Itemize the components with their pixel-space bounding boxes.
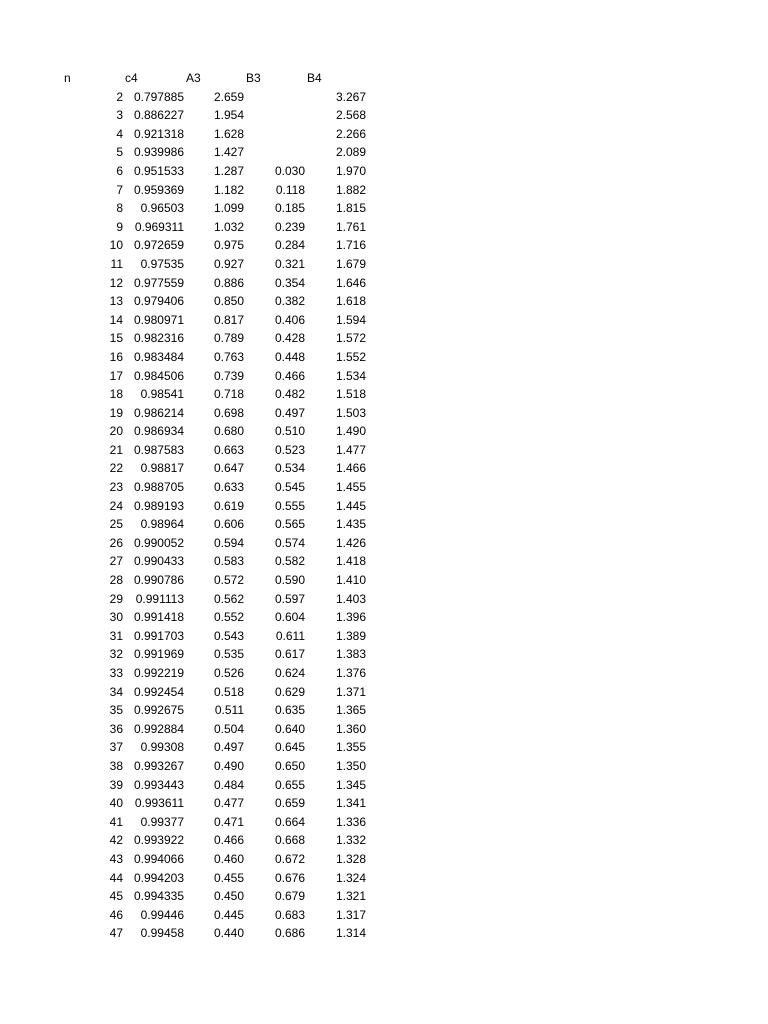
- cell-a3: 0.927: [213, 256, 244, 271]
- cell-n: 21: [109, 442, 123, 457]
- cell-b4: 2.568: [335, 108, 366, 123]
- cell-n: 6: [116, 163, 123, 178]
- cell-b4: 1.679: [335, 256, 366, 271]
- cell-a3: 0.718: [213, 387, 244, 402]
- cell-a3: 0.477: [213, 796, 244, 811]
- cell-n: 13: [109, 294, 123, 309]
- cell-b3: 0.448: [274, 349, 305, 364]
- cell-n: 16: [109, 349, 123, 364]
- cell-b4: 1.314: [335, 926, 366, 941]
- cell-b3: 0.118: [275, 182, 305, 197]
- cell-c4: 0.990052: [133, 535, 184, 550]
- cell-b3: 0.582: [274, 554, 305, 569]
- cell-b4: 1.328: [335, 851, 366, 866]
- cell-c4: 0.994203: [133, 870, 184, 885]
- cell-n: 42: [109, 833, 123, 848]
- table-row: [0, 478, 768, 497]
- cell-c4: 0.886227: [133, 108, 184, 123]
- cell-b4: 1.466: [335, 461, 366, 476]
- cell-b3: 0.321: [274, 256, 305, 271]
- cell-c4: 0.99446: [140, 907, 184, 922]
- cell-b3: 0.497: [274, 405, 305, 420]
- table-row: [0, 199, 768, 218]
- cell-b3: 0.679: [274, 889, 305, 904]
- cell-b3: 0.406: [274, 312, 305, 327]
- cell-b4: 1.350: [335, 758, 366, 773]
- cell-b3: 0.523: [274, 442, 305, 457]
- cell-c4: 0.99458: [140, 926, 184, 941]
- cell-b3: 0.624: [274, 666, 305, 680]
- cell-b3: 0.611: [275, 628, 305, 643]
- cell-a3: 0.975: [213, 238, 244, 253]
- cell-b4: 1.360: [335, 721, 366, 736]
- cell-c4: 0.992219: [133, 666, 184, 680]
- cell-b3: 0.597: [274, 591, 305, 606]
- cell-n: 39: [109, 777, 123, 792]
- cell-c4: 0.991113: [135, 591, 184, 606]
- cell-a3: 0.633: [213, 480, 244, 495]
- cell-c4: 0.982316: [133, 331, 184, 346]
- cell-a3: 0.763: [213, 349, 244, 364]
- cell-n: 26: [109, 535, 123, 550]
- cell-b3: 0.617: [274, 647, 305, 662]
- cell-b4: 1.716: [335, 238, 366, 253]
- cell-a3: 0.739: [213, 368, 244, 383]
- cell-b3: 0.574: [274, 535, 305, 550]
- cell-c4: 0.992884: [133, 721, 184, 736]
- cell-n: 44: [109, 870, 123, 885]
- cell-c4: 0.939986: [133, 145, 184, 160]
- cell-c4: 0.993611: [134, 796, 184, 811]
- cell-c4: 0.99377: [140, 814, 184, 829]
- cell-n: 4: [116, 126, 123, 141]
- table-row: [0, 850, 768, 869]
- cell-b4: 1.552: [335, 349, 366, 364]
- cell-b4: 1.618: [335, 294, 366, 309]
- cell-b4: 1.761: [335, 219, 366, 234]
- cell-a3: 2.659: [213, 89, 244, 104]
- cell-b3: 0.428: [274, 331, 305, 346]
- cell-b3: 0.284: [274, 238, 305, 253]
- cell-b4: 1.389: [335, 628, 366, 643]
- cell-n: 37: [109, 740, 123, 755]
- cell-a3: 0.817: [213, 312, 244, 327]
- cell-b4: 1.403: [335, 591, 366, 606]
- table-row: [0, 367, 768, 386]
- cell-n: 11: [110, 256, 123, 271]
- cell-n: 27: [109, 554, 123, 569]
- cell-c4: 0.99308: [140, 740, 184, 755]
- cell-b3: 0.664: [274, 814, 305, 829]
- cell-c4: 0.983484: [133, 349, 184, 364]
- cell-b3: 0.565: [274, 517, 305, 532]
- cell-n: 14: [109, 312, 123, 327]
- table-row: [0, 459, 768, 478]
- cell-c4: 0.921318: [133, 126, 184, 141]
- cell-c4: 0.977559: [133, 275, 184, 290]
- table-row: [0, 757, 768, 776]
- cell-a3: 0.698: [213, 405, 244, 420]
- cell-b3: 0.510: [274, 424, 305, 439]
- cell-c4: 0.979406: [133, 294, 184, 309]
- cell-n: 41: [109, 814, 123, 829]
- cell-b4: 1.882: [335, 182, 366, 197]
- cell-b4: 1.455: [335, 480, 366, 495]
- cell-c4: 0.994066: [133, 851, 184, 866]
- cell-b3: 0.650: [274, 758, 305, 773]
- table-row: [0, 385, 768, 404]
- cell-c4: 0.987583: [133, 442, 184, 457]
- cell-n: 45: [109, 889, 123, 904]
- cell-b3: 0.659: [274, 796, 305, 811]
- table-row: [0, 311, 768, 330]
- cell-b3: 0.604: [274, 610, 305, 625]
- column-header-b3: B3: [246, 71, 261, 85]
- cell-b3: 0.655: [274, 777, 305, 792]
- table-row: [0, 143, 768, 162]
- table-row: [0, 645, 768, 664]
- cell-b4: 1.410: [335, 573, 366, 588]
- cell-a3: 1.099: [213, 201, 244, 216]
- cell-b4: 1.321: [335, 889, 366, 904]
- cell-c4: 0.980971: [133, 312, 184, 327]
- table-row: [0, 441, 768, 460]
- table-row: [0, 831, 768, 850]
- cell-a3: 0.572: [213, 573, 244, 588]
- cell-n: 12: [109, 275, 123, 290]
- cell-b4: 1.341: [335, 796, 366, 811]
- cell-a3: 0.562: [213, 591, 244, 606]
- cell-c4: 0.994335: [133, 889, 184, 904]
- cell-b4: 1.572: [335, 331, 366, 346]
- table-header-row: [0, 69, 768, 88]
- cell-a3: 0.518: [213, 684, 244, 699]
- column-header-n: n: [64, 71, 71, 85]
- cell-a3: 1.628: [213, 126, 244, 141]
- table-row: [0, 106, 768, 125]
- cell-b4: 1.355: [335, 740, 366, 755]
- table-row: [0, 162, 768, 181]
- column-header-c4: c4: [125, 71, 138, 85]
- table-row: [0, 534, 768, 553]
- table-row: [0, 292, 768, 311]
- cell-b3: 0.683: [274, 907, 305, 922]
- cell-a3: 0.789: [213, 331, 244, 346]
- cell-n: 33: [109, 666, 123, 680]
- cell-b4: 1.426: [335, 535, 366, 550]
- cell-n: 24: [109, 498, 123, 513]
- table-row: [0, 218, 768, 237]
- cell-n: 35: [109, 703, 123, 718]
- cell-a3: 1.427: [213, 145, 244, 160]
- table-row: [0, 683, 768, 702]
- cell-a3: 0.450: [213, 889, 244, 904]
- table-row: [0, 255, 768, 274]
- cell-a3: 1.954: [213, 108, 244, 123]
- table-row: [0, 88, 768, 107]
- cell-n: 28: [109, 573, 123, 588]
- cell-a3: 0.511: [214, 703, 244, 718]
- cell-c4: 0.990433: [133, 554, 184, 569]
- table-row: [0, 422, 768, 441]
- cell-b3: 0.672: [274, 851, 305, 866]
- cell-a3: 1.182: [213, 182, 244, 197]
- cell-n: 36: [109, 721, 123, 736]
- column-header-a3: A3: [186, 71, 201, 85]
- cell-c4: 0.959369: [133, 182, 184, 197]
- table-row: [0, 181, 768, 200]
- cell-a3: 0.471: [213, 814, 244, 829]
- cell-a3: 0.455: [213, 870, 244, 885]
- cell-n: 5: [116, 145, 123, 160]
- cell-c4: 0.969311: [134, 219, 184, 234]
- control-chart-constants-table: [0, 69, 768, 943]
- cell-a3: 0.850: [213, 294, 244, 309]
- table-row: [0, 906, 768, 925]
- cell-n: 7: [116, 182, 123, 197]
- cell-c4: 0.98817: [140, 461, 184, 476]
- cell-b4: 1.445: [335, 498, 366, 513]
- cell-c4: 0.972659: [133, 238, 184, 253]
- cell-b3: 0.640: [274, 721, 305, 736]
- cell-a3: 0.552: [213, 610, 244, 625]
- cell-a3: 1.287: [213, 163, 244, 178]
- cell-a3: 0.445: [213, 907, 244, 922]
- cell-c4: 0.993443: [133, 777, 184, 792]
- cell-a3: 0.504: [213, 721, 244, 736]
- cell-c4: 0.991969: [133, 647, 184, 662]
- cell-n: 23: [109, 480, 123, 495]
- cell-a3: 0.460: [213, 851, 244, 866]
- cell-c4: 0.992675: [133, 703, 184, 718]
- cell-n: 43: [109, 851, 123, 866]
- cell-n: 8: [116, 201, 123, 216]
- table-row: [0, 813, 768, 832]
- table-row: [0, 720, 768, 739]
- cell-a3: 0.526: [213, 666, 244, 680]
- cell-b3: 0.545: [274, 480, 305, 495]
- cell-c4: 0.986934: [133, 424, 184, 439]
- cell-b3: 0.676: [274, 870, 305, 885]
- cell-b3: 0.239: [274, 219, 305, 234]
- table-row: [0, 515, 768, 534]
- cell-n: 25: [109, 517, 123, 532]
- cell-c4: 0.988705: [133, 480, 184, 495]
- table-row: [0, 738, 768, 757]
- cell-n: 40: [109, 796, 123, 811]
- table-row: [0, 552, 768, 571]
- table-row: [0, 125, 768, 144]
- cell-b4: 1.534: [335, 368, 366, 383]
- cell-c4: 0.989193: [133, 498, 184, 513]
- cell-b4: 1.365: [335, 703, 366, 718]
- cell-n: 31: [109, 628, 123, 643]
- cell-b4: 1.518: [335, 387, 366, 402]
- cell-n: 32: [109, 647, 123, 662]
- cell-c4: 0.991418: [133, 610, 184, 625]
- cell-b3: 0.185: [274, 201, 305, 216]
- cell-n: 34: [109, 684, 123, 699]
- cell-b4: 1.970: [335, 163, 366, 178]
- cell-c4: 0.98964: [140, 517, 184, 532]
- cell-b4: 2.266: [335, 126, 366, 141]
- cell-b4: 3.267: [335, 89, 366, 104]
- cell-n: 17: [109, 368, 123, 383]
- cell-b4: 1.324: [335, 870, 366, 885]
- cell-b4: 1.317: [335, 907, 366, 922]
- cell-n: 30: [109, 610, 123, 625]
- cell-a3: 0.583: [213, 554, 244, 569]
- table-row: [0, 701, 768, 720]
- cell-a3: 0.466: [213, 833, 244, 848]
- table-row: [0, 571, 768, 590]
- table-row: [0, 924, 768, 943]
- cell-b3: 0.590: [274, 573, 305, 588]
- cell-c4: 0.97535: [140, 256, 184, 271]
- cell-a3: 0.440: [213, 926, 244, 941]
- table-row: [0, 348, 768, 367]
- cell-c4: 0.992454: [133, 684, 184, 699]
- cell-c4: 0.984506: [133, 368, 184, 383]
- cell-n: 22: [109, 461, 123, 476]
- cell-b3: 0.555: [274, 498, 305, 513]
- cell-b4: 1.435: [335, 517, 366, 532]
- cell-a3: 0.606: [213, 517, 244, 532]
- cell-n: 46: [109, 907, 123, 922]
- cell-a3: 0.543: [213, 628, 244, 643]
- cell-b4: 1.646: [335, 275, 366, 290]
- cell-n: 47: [109, 926, 123, 941]
- table-row: [0, 608, 768, 627]
- table-row: [0, 236, 768, 255]
- cell-c4: 0.993922: [133, 833, 184, 848]
- cell-n: 20: [109, 424, 123, 439]
- table-row: [0, 794, 768, 813]
- cell-c4: 0.993267: [133, 758, 184, 773]
- cell-b4: 1.371: [335, 684, 366, 699]
- cell-b3: 0.686: [274, 926, 305, 941]
- table-row: [0, 590, 768, 609]
- cell-b4: 1.396: [335, 610, 366, 625]
- cell-c4: 0.797885: [133, 89, 184, 104]
- cell-c4: 0.986214: [133, 405, 184, 420]
- cell-a3: 0.647: [213, 461, 244, 476]
- table-row: [0, 887, 768, 906]
- cell-b3: 0.030: [274, 163, 305, 178]
- column-header-b4: B4: [307, 71, 322, 85]
- table-row: [0, 869, 768, 888]
- cell-c4: 0.98541: [140, 387, 184, 402]
- cell-b3: 0.482: [274, 387, 305, 402]
- cell-a3: 0.619: [213, 498, 244, 513]
- cell-c4: 0.951533: [133, 163, 184, 178]
- table-row: [0, 329, 768, 348]
- cell-b4: 1.376: [335, 666, 366, 680]
- cell-b4: 1.477: [335, 442, 366, 457]
- cell-n: 10: [109, 238, 123, 253]
- cell-n: 19: [109, 405, 123, 420]
- cell-b4: 1.594: [335, 312, 366, 327]
- cell-a3: 0.484: [213, 777, 244, 792]
- cell-b4: 1.332: [335, 833, 366, 848]
- cell-b4: 1.490: [335, 424, 366, 439]
- cell-b4: 1.503: [335, 405, 366, 420]
- cell-n: 3: [116, 108, 123, 123]
- cell-b3: 0.534: [274, 461, 305, 476]
- cell-b4: 1.383: [335, 647, 366, 662]
- cell-a3: 0.663: [213, 442, 244, 457]
- cell-b4: 2.089: [335, 145, 366, 160]
- table-row: [0, 776, 768, 795]
- cell-a3: 0.680: [213, 424, 244, 439]
- table-row: [0, 664, 768, 683]
- cell-a3: 0.497: [213, 740, 244, 755]
- cell-c4: 0.991703: [133, 628, 184, 643]
- cell-n: 2: [116, 89, 123, 104]
- table-row: [0, 627, 768, 646]
- cell-b4: 1.336: [335, 814, 366, 829]
- table-row: [0, 274, 768, 293]
- cell-n: 18: [109, 387, 123, 402]
- cell-a3: 0.886: [213, 275, 244, 290]
- cell-b3: 0.466: [274, 368, 305, 383]
- cell-n: 38: [109, 758, 123, 773]
- cell-b3: 0.635: [274, 703, 305, 718]
- cell-n: 29: [109, 591, 123, 606]
- cell-b4: 1.815: [335, 201, 366, 216]
- cell-b3: 0.629: [274, 684, 305, 699]
- cell-n: 15: [109, 331, 123, 346]
- cell-b3: 0.645: [274, 740, 305, 755]
- cell-n: 9: [116, 219, 123, 234]
- cell-a3: 0.594: [213, 535, 244, 550]
- cell-b3: 0.668: [274, 833, 305, 848]
- cell-b3: 0.354: [274, 275, 305, 290]
- cell-a3: 0.490: [213, 758, 244, 773]
- table-row: [0, 497, 768, 516]
- cell-c4: 0.96503: [140, 201, 184, 216]
- cell-c4: 0.990786: [133, 573, 184, 588]
- cell-b4: 1.418: [335, 554, 366, 569]
- cell-b3: 0.382: [274, 294, 305, 309]
- cell-a3: 0.535: [213, 647, 244, 662]
- cell-a3: 1.032: [213, 219, 244, 234]
- table-body: [0, 88, 768, 943]
- cell-b4: 1.345: [335, 777, 366, 792]
- table-row: [0, 404, 768, 423]
